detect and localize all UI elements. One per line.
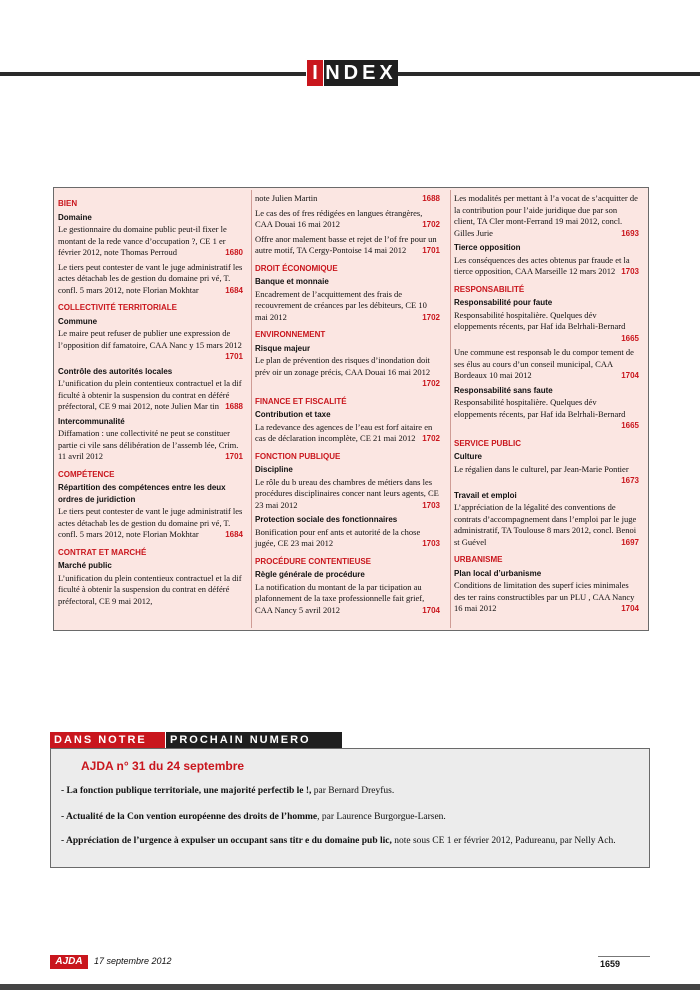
index-entry	[255, 193, 440, 205]
index-entry	[454, 580, 639, 615]
next-issue-item: - Actualité de la Con vention européenne des droits de l’homme, par Laurence Burgorgue-Larsen.	[61, 812, 446, 822]
index-entry-page[interactable]: 1704	[621, 604, 639, 613]
index-entry-page[interactable]: 1701	[225, 452, 243, 461]
index-subheading: Culture	[454, 452, 482, 461]
index-entry-page[interactable]: 1704	[422, 605, 440, 615]
next-issue-box	[50, 748, 650, 868]
index-entry	[58, 328, 243, 363]
index-subheading: Discipline	[255, 465, 293, 474]
index-entry-text: Encadrement de l’acquittement des frais de recouvrement de créances par les débiteurs, CE 10 mai 2012	[255, 288, 427, 322]
index-entry-text: Responsabilité hospitalière. Quelques dév eloppements récents, par Haf ida Belrhali-Bernard	[454, 397, 626, 419]
index-entry	[454, 310, 639, 345]
next-issue-item: - La fonction publique territoriale, une majorité perfectib le !, par Bernard Dreyfus.	[61, 786, 395, 796]
index-entry	[255, 422, 440, 445]
index-entry-page[interactable]: 1701	[225, 352, 243, 361]
index-entry-page[interactable]: 1680	[225, 248, 243, 257]
index-column-2	[255, 192, 440, 619]
index-entry-page[interactable]: 1702	[422, 312, 440, 322]
index-panel	[53, 187, 649, 631]
index-subheading: Protection sociale des fonctionnaires	[255, 515, 398, 524]
index-entry-text: La redevance des agences de l’eau est forf aitaire en cas de déclaration incomplète, CE 21 mai 2012	[255, 421, 433, 443]
index-section-heading: COLLECTIVITÉ TERRITORIALE	[58, 303, 177, 312]
index-entry	[58, 573, 243, 608]
index-entry-page[interactable]: 1688	[422, 194, 440, 203]
next-issue-title: AJDA n° 31 du 24 septembre	[81, 759, 245, 773]
index-entry-text: Le tiers peut contester de vant le juge administratif les actes détachab les de gestion du domaine pri vé, T. confl. 5 mars 2012, note Florian Mokhtar	[58, 506, 243, 539]
index-section-heading: ENVIRONNEMENT	[255, 330, 326, 339]
index-entry-page[interactable]: 1702	[422, 434, 440, 443]
index-entry-page[interactable]: 1701	[422, 246, 440, 255]
index-entry	[454, 193, 639, 239]
index-entry-text: Le tiers peut contester de vant le juge administratif les actes détachab les de gestion du domaine pri vé, T. confl. 5 mars 2012, note Florian Mokhtar	[58, 261, 243, 295]
index-subheading: Domaine	[58, 212, 92, 222]
index-entry-page[interactable]: 1697	[621, 537, 639, 547]
index-section-heading: DROIT ÉCONOMIQUE	[255, 263, 338, 273]
index-entry-text: Conditions de limitation des superf icies minimales des ter rains constructibles par un PLU , CAA Nancy 16 mai 2012	[454, 580, 635, 613]
index-entry-text: Le rôle du b ureau des chambres de métiers dans les procédures disciplinaires concer nant leurs agents, CE 23 mai 2012	[255, 476, 439, 510]
index-entry	[255, 582, 440, 617]
footer-rule	[598, 956, 650, 957]
header-rule-left	[0, 72, 318, 76]
index-entry	[58, 224, 243, 259]
index-entry	[454, 347, 639, 382]
index-subheading: Travail et emploi	[454, 490, 517, 500]
index-entry-text: L’unification du plein contentieux contractuel et la dif ficulté à obtenir la suspension du contrat en déféré préfectoral, CE 9 mai 2012,	[58, 572, 242, 606]
index-title-first-letter: I	[307, 60, 323, 86]
bottom-rule	[0, 984, 700, 990]
index-entry-page[interactable]: 1704	[621, 371, 639, 380]
index-subheading: Contribution et taxe	[255, 410, 331, 419]
index-subheading: Responsabilité pour faute	[454, 298, 553, 307]
next-issue-label: DANS NOTRE	[50, 732, 165, 748]
index-subheading: Intercommunalité	[58, 416, 125, 426]
index-section-heading: SERVICE PUBLIC	[454, 438, 521, 448]
ajda-logo: AJDA	[50, 955, 88, 969]
footer-date: 17 septembre 2012	[94, 956, 172, 966]
index-entry	[58, 428, 243, 463]
index-subheading: Tierce opposition	[454, 243, 521, 252]
index-entry-page[interactable]: 1703	[621, 267, 639, 276]
index-section-heading: COMPÉTENCE	[58, 469, 115, 479]
index-entry-text: Le maire peut refuser de publier une expression de l’opposition dif famatoire, CAA Nanc y 15 mars 2012	[58, 328, 242, 350]
index-subheading: Règle générale de procédure	[255, 570, 365, 579]
index-entry-page[interactable]: 1684	[225, 530, 243, 539]
index-subheading: Responsabilité sans faute	[454, 385, 553, 395]
index-entry	[454, 397, 639, 432]
index-entry-text: Offre anor malement basse et rejet de l’of fre pour un autre motif, TA Cergy-Pontoise 14 mai 2012	[255, 233, 437, 255]
index-section-heading: CONTRAT ET MARCHÉ	[58, 547, 147, 557]
header-rule-right	[382, 72, 700, 76]
index-entry-text: Les conséquences des actes obtenus par fraude et la tierce opposition, CAA Marseille 12 mars 2012	[454, 254, 630, 276]
index-section-heading: URBANISME	[454, 555, 503, 564]
index-entry-text: Diffamation : une collectivité ne peut se constituer partie ci vile sans délibération de l’assemb lée, Crim. 11 avril 2012	[58, 428, 239, 461]
index-entry-page[interactable]: 1703	[422, 539, 440, 548]
index-subheading: Plan local d’urbanisme	[454, 568, 542, 578]
index-entry-page[interactable]: 1665	[621, 333, 639, 343]
index-entry-text: Le régalien dans le culturel, par Jean-Marie Pontier	[454, 463, 629, 474]
index-entry-text: Responsabilité hospitalière. Quelques dév eloppements récents, par Haf ida Belrhali-Bernard	[454, 309, 626, 331]
index-subheading: Risque majeur	[255, 343, 311, 353]
index-entry	[255, 289, 440, 324]
index-subheading: Contrôle des autorités locales	[58, 366, 173, 376]
page-number: 1659	[600, 959, 621, 969]
index-entry-text: note Julien Martin	[255, 193, 318, 203]
index-entry-text: Le cas des of fres rédigées en langues étrangères, CAA Douai 16 mai 2012	[255, 207, 423, 229]
index-entry-page[interactable]: 1702	[422, 220, 440, 229]
column-divider	[450, 190, 451, 628]
index-entry-text: L’appréciation de la légalité des conventions de contrats d’accompagnement dans l’emploi par le juge administratif, TA Toulouse 8 mars 2012, concl. Benoi st Guével	[454, 502, 637, 547]
index-column-3	[454, 192, 639, 618]
index-entry-page[interactable]: 1702	[422, 379, 440, 388]
index-entry-page[interactable]: 1673	[621, 476, 639, 485]
index-entry	[454, 255, 639, 278]
index-entry-text: Bonification pour enf ants et autorité de la chose jugée, CE 23 mai 2012	[255, 526, 421, 548]
index-subheading: Répartition des compétences entre les deux ordres de juridiction	[58, 483, 226, 504]
column-divider	[251, 190, 252, 628]
index-column-1	[58, 192, 243, 610]
index-section-heading: PROCÉDURE CONTENTIEUSE	[255, 556, 372, 566]
index-section-heading: FINANCE ET FISCALITÉ	[255, 396, 347, 406]
index-entry	[255, 355, 440, 390]
index-entry-text: Une commune est responsab le du compor tement de ses élus au cours d’un conseil municipal, CAA Bordeaux 10 mai 2012	[454, 347, 634, 380]
index-entry-page[interactable]: 1693	[621, 228, 639, 238]
index-entry	[58, 262, 243, 297]
index-subheading: Marché public	[58, 561, 112, 570]
index-section-heading: RESPONSABILITÉ	[454, 284, 525, 294]
index-entry-text: Les modalités per mettant à l’a vocat de s’acquitter de la contribution pour l’aide juridique due par son client, TA Cler mont-Ferrand 19 mai 2012, concl. Gilles Jurie	[454, 193, 638, 238]
index-entry-page[interactable]: 1703	[422, 500, 440, 510]
next-issue-item: - Appréciation de l’urgence à expulser un occupant sans titr e du domaine pub lic, note sous CE 1 er février 2012, Padureanu, par Nelly Ach.	[61, 836, 616, 846]
index-title-rest: NDEX	[325, 62, 397, 84]
index-subheading: Banque et monnaie	[255, 277, 329, 286]
index-entry	[58, 506, 243, 541]
index-entry-text: La notification du montant de la par ticipation au plafonnement de la taxe professionnelle fait grief, CAA Nancy 5 avril 2012	[255, 581, 425, 615]
index-entry-page[interactable]: 1684	[225, 285, 243, 295]
index-entry	[454, 502, 639, 548]
index-entry	[255, 208, 440, 231]
index-entry	[255, 234, 440, 257]
index-entry-page[interactable]: 1688	[225, 402, 243, 411]
index-entry	[255, 527, 440, 550]
index-entry-page[interactable]: 1665	[621, 421, 639, 430]
index-subheading: Commune	[58, 316, 98, 326]
index-entry	[255, 477, 440, 512]
index-section-heading: BIEN	[58, 199, 78, 208]
index-entry	[58, 378, 243, 413]
index-entry-text: Le gestionnaire du domaine public peut-il fixer le montant de la rede vance d’occupation ?, CE 1 er février 2012, note Thomas Perroud	[58, 224, 227, 257]
next-issue-label-dark: PROCHAIN NUMERO	[166, 732, 342, 748]
index-entry	[454, 464, 639, 487]
index-entry-text: L’unification du plein contentieux contractuel et la dif ficulté à obtenir la suspension du contrat en déféré préfectoral, CE 9 mai 2012, note Julien Mar tin	[58, 378, 242, 411]
index-section-heading: FONCTION PUBLIQUE	[255, 451, 341, 461]
index-entry-text: Le plan de prévention des risques d’inondation doit prév oir un zonage précis, CAA Douai 16 mai 2012	[255, 355, 431, 377]
